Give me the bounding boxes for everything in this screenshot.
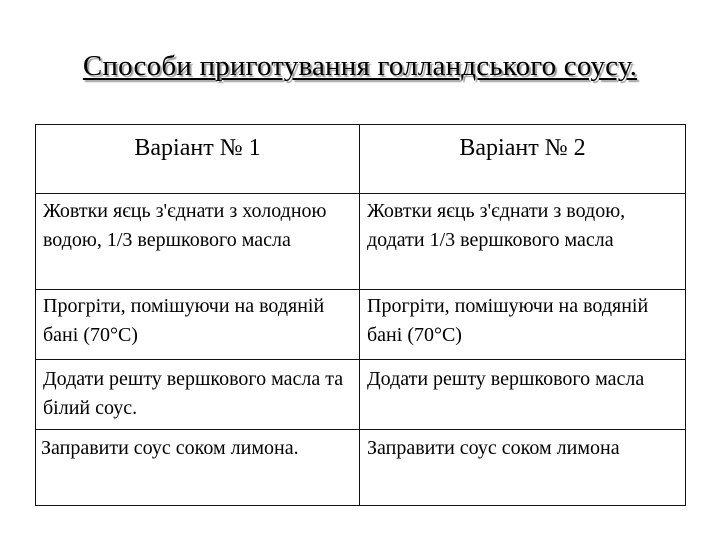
cell-text: Додати решту вершкового масла та білий соус. bbox=[43, 368, 344, 419]
table-row bbox=[36, 430, 686, 506]
table-cell bbox=[360, 194, 686, 290]
table-header-row bbox=[36, 125, 686, 194]
cell-text: Прогріти, помішуючи на водяній бані (70°С) bbox=[43, 295, 325, 346]
header-variant-1 bbox=[36, 125, 360, 194]
table-cell bbox=[36, 290, 360, 360]
table-cell bbox=[360, 430, 686, 506]
page-title: Способи приготування голландського соусу. bbox=[82, 50, 638, 82]
header-variant-2 bbox=[360, 125, 686, 194]
table-cell bbox=[360, 290, 686, 360]
cell-text: Жовтки яєць з'єднати з водою, додати 1/3 вершкового масла bbox=[367, 200, 626, 251]
table-row bbox=[36, 360, 686, 430]
methods-table-container bbox=[35, 124, 685, 506]
methods-table bbox=[35, 124, 686, 506]
table-cell bbox=[360, 360, 686, 430]
cell-text: Заправити соус соком лимона. bbox=[41, 437, 299, 459]
table-row bbox=[36, 194, 686, 290]
cell-text: Прогріти, помішуючи на водяній бані (70°С) bbox=[367, 295, 649, 346]
cell-text: Жовтки яєць з'єднати з холодною водою, 1/3 вершкового масла bbox=[43, 200, 327, 251]
table-cell bbox=[36, 430, 360, 506]
cell-text: Додати решту вершкового масла bbox=[367, 368, 645, 390]
table-row bbox=[36, 290, 686, 360]
header-variant-2-label: Варіант № 2 bbox=[459, 135, 586, 161]
header-variant-1-label: Варіант № 1 bbox=[134, 135, 261, 161]
table-cell bbox=[36, 194, 360, 290]
cell-text: Заправити соус соком лимона bbox=[367, 437, 620, 459]
table-cell bbox=[36, 360, 360, 430]
